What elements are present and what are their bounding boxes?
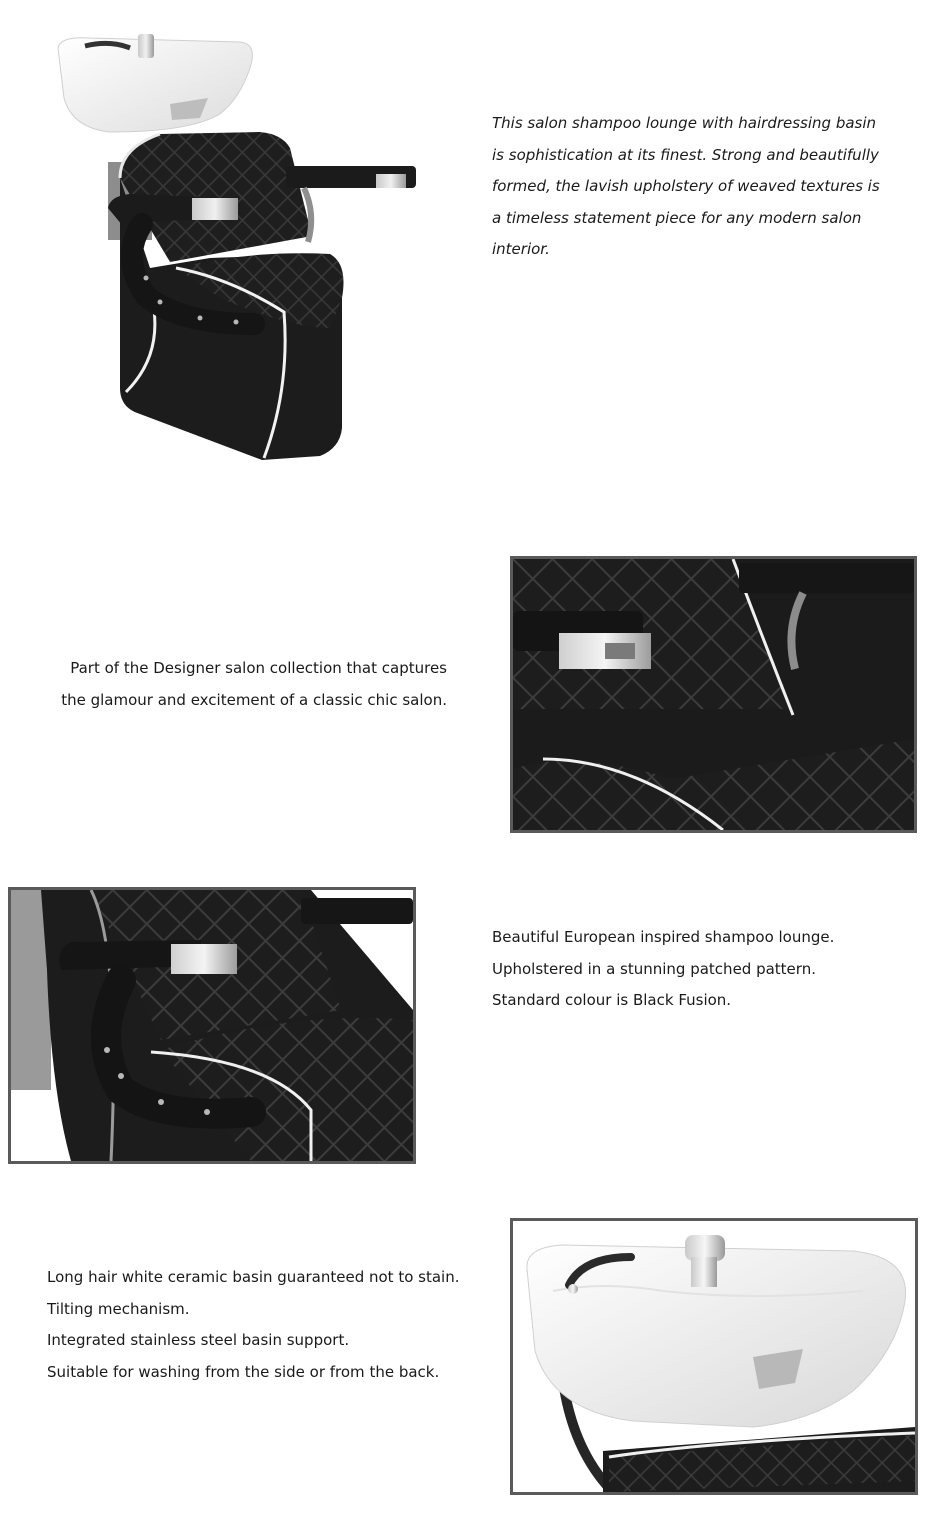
basin-feature-line: Long hair white ceramic basin guaranteed not to stain. (47, 1268, 460, 1286)
product-image-basin-closeup (510, 1218, 918, 1495)
basin-feature-line: Integrated stainless steel basin support. (47, 1331, 350, 1349)
collection-text (40, 653, 447, 716)
product-image-main (50, 28, 450, 460)
seat-closeup-illustration (513, 559, 914, 830)
feature-line: Standard colour is Black Fusion. (492, 991, 732, 1009)
description-text (492, 108, 892, 266)
product-image-seat-closeup (510, 556, 917, 833)
basin-feature-line: Tilting mechanism. (47, 1299, 190, 1318)
collection-line-2: the glamour and excitement of a classic chic salon. (61, 690, 447, 709)
basin-feature-line: Suitable for washing from the side or from the back. (47, 1362, 440, 1381)
armrest-closeup-illustration (11, 890, 413, 1161)
product-image-armrest-closeup (8, 887, 416, 1164)
features-text (492, 922, 912, 1017)
description-paragraph: This salon shampoo lounge with hairdressing basin is sophistication at its finest. Strong and beautifully formed, the lavish upholstery of weaved textures is a timeless statement piece for any modern salon interior. (492, 114, 880, 258)
feature-line: Upholstered in a stunning patched pattern. (492, 959, 816, 978)
collection-line-1: Part of the Designer salon collection that captures (70, 659, 447, 677)
basin-features-text (47, 1262, 487, 1388)
basin-closeup-illustration (513, 1221, 915, 1492)
shampoo-lounge-illustration (50, 28, 450, 460)
feature-line: Beautiful European inspired shampoo lounge. (492, 928, 835, 946)
